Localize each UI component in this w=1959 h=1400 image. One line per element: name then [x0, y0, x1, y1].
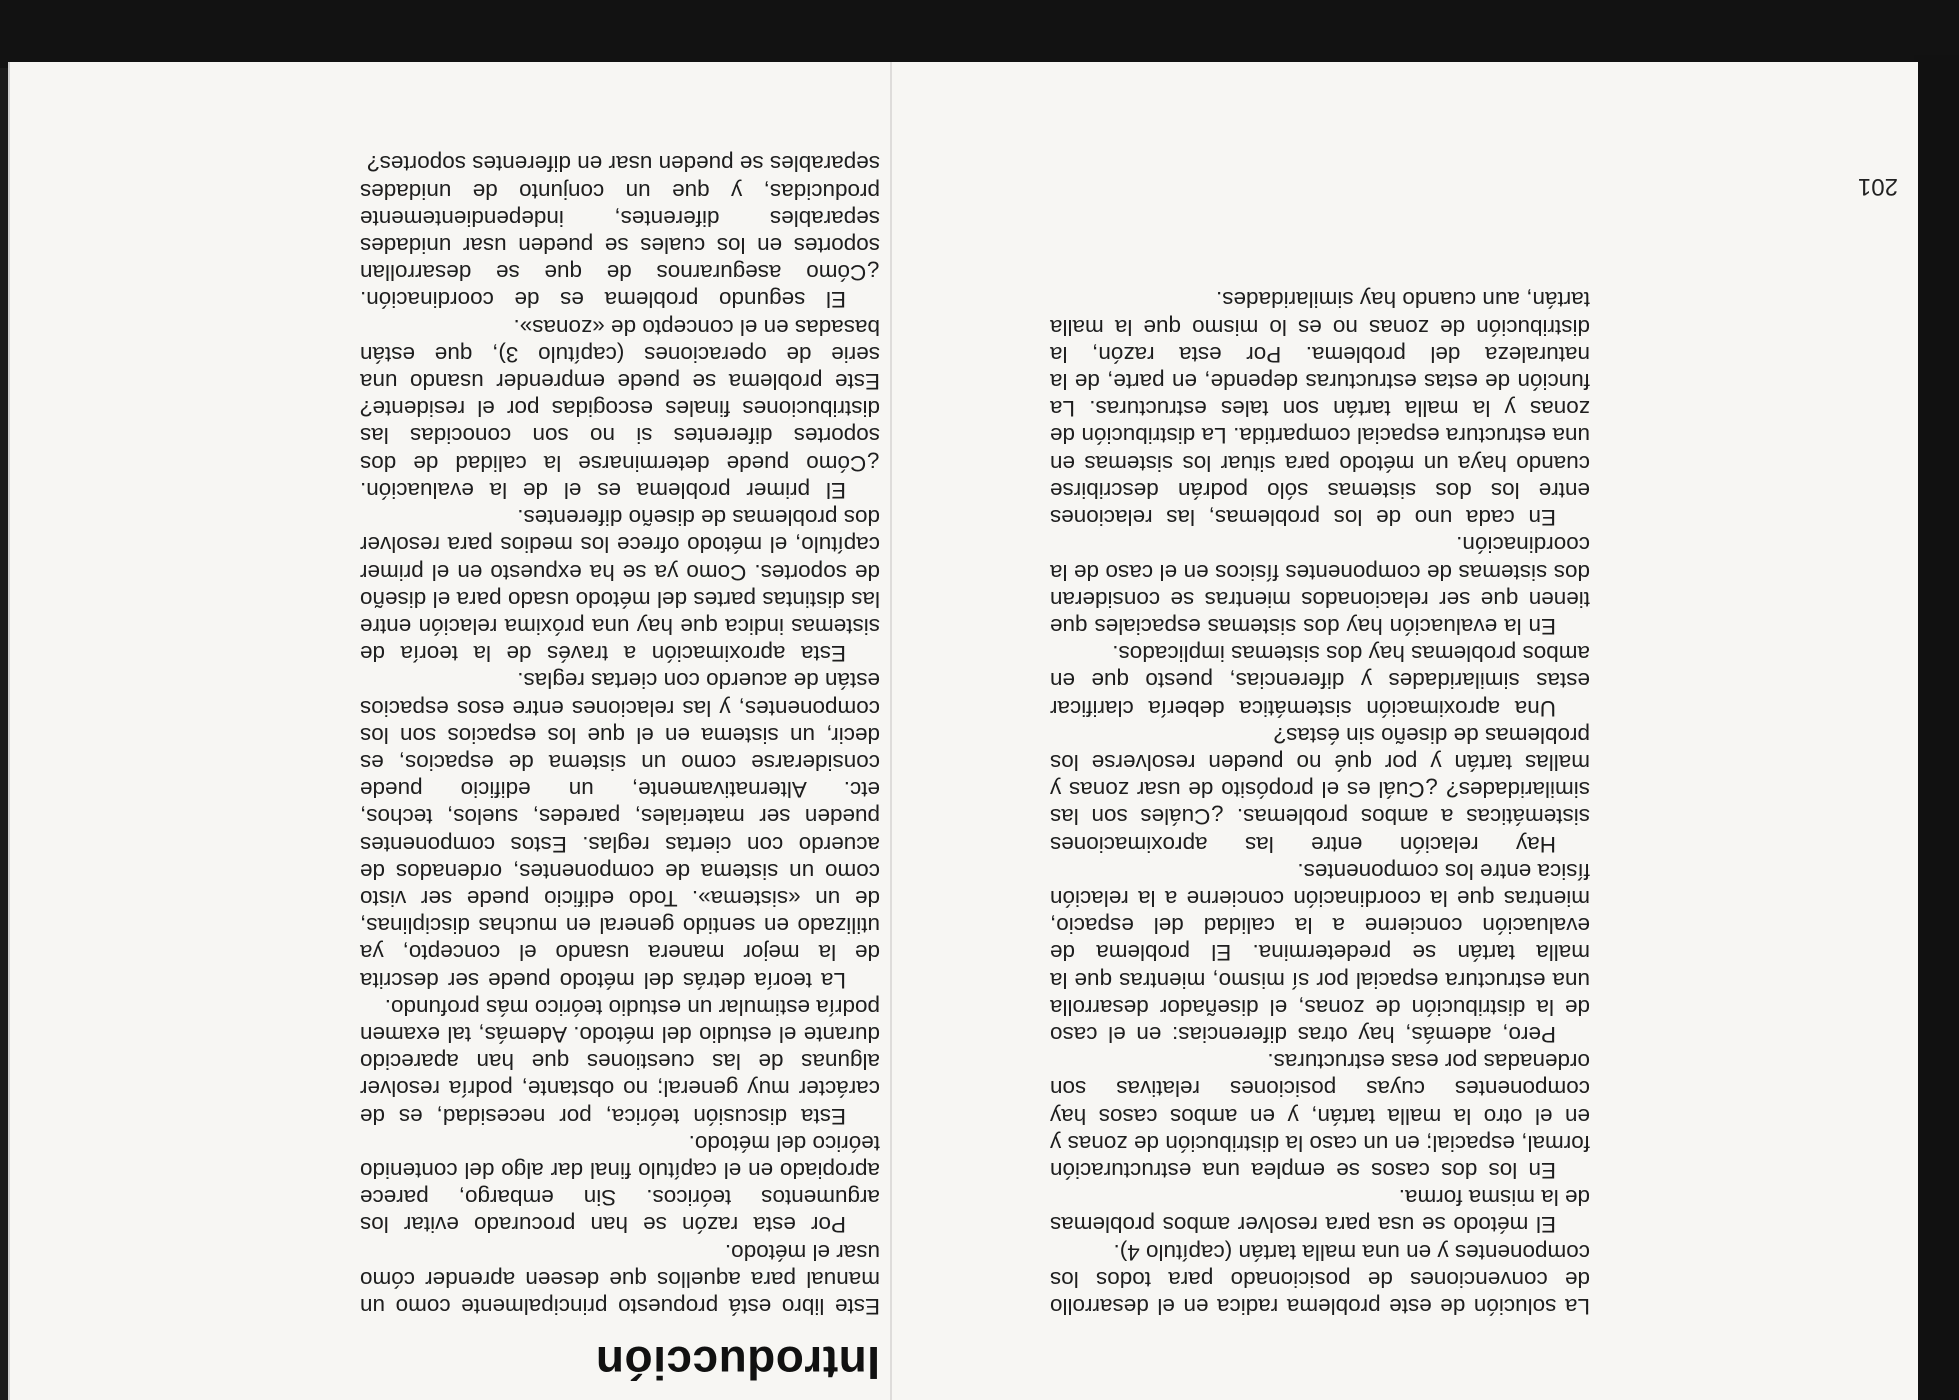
- left-page: [892, 62, 1918, 1400]
- paragraph: Por esta razón se han procurado evitar los argumentos teóricos. Sin embargo, parece apropiado en el capítulo final dar algo del contenido teórico del método.: [360, 1130, 880, 1238]
- paragraph: Este libro está propuesto principalmente como un manual para aquellos que deseen aprender cómo usar el método.: [360, 1239, 880, 1319]
- rotated-spread: [10, 62, 1918, 1400]
- scanner-right-border: [1914, 55, 1959, 1400]
- paragraph: En la evaluación hay dos sistemas espaciales que tienen que ser relacionados mientras se consideran dos sistemas de componentes físicos en el caso de la coordinación.: [1050, 532, 1590, 639]
- paragraph: Esta discusión teórica, por necesidad, es de carácter muy general; no obstante, podría resolver algunas de las cuestiones que han aparecido durante el estudio del método. Además, tal examen podría estimular un estudio teórico más profundo.: [360, 994, 880, 1129]
- left-page-column: [1050, 286, 1590, 1320]
- paragraph: Hay relación entre las aproximaciones sistemáticas a ambos problemas. ¿Cuáles son las similaridades? ¿Cuál es el propósito de usar zonas y mallas tartán y por qué no pueden resolverse los problemas de diseño sin éstas?: [1050, 722, 1590, 857]
- paragraph: Esta aproximación a través de la teoría de sistemas indica que hay una próxima relación entre las distintas partes del método usado para el diseño de soportes. Como ya se ha expuesto en el primer capítulo, el método ofrece los medios para resolver dos problemas de diseño diferentes.: [360, 505, 880, 667]
- book-spread: [8, 62, 1918, 1400]
- paragraph: La solución de este problema radica en el desarrollo de convenciones de posicionado para todos los componentes y en una malla tartán (capítulo 4).: [1050, 1239, 1590, 1319]
- paragraph: El segundo problema es de coordinación. ¿Cómo asegurarnos de que se desarrollan soportes en los cuales se pueden usar unidades separables diferentes, independientemente producidas, y que un conjunto de unidades separables se pueden usar en diferentes soportes?: [360, 151, 880, 313]
- paragraph: El método se usa para resolver ambos problemas de la misma forma.: [1050, 1185, 1590, 1238]
- scanner-top-border: [0, 0, 1959, 68]
- paragraph: La teoría detrás del método puede ser descrita de la mejor manera usando el concepto, ya utilizado en sentido general en muchas disciplinas, de un «sistema». Todo edificio puede ser visto como un sistema de componentes, ordenados de acuerdo con ciertas reglas. Estos componentes pueden ser materiales, paredes, suelos, techos, etc. Alternativamente, un edificio puede considerarse como un sistema de espacios, es decir, un sistema en el que los espacios son los componentes, y las relaciones entre esos espacios están de acuerdo con ciertas reglas.: [360, 668, 880, 993]
- paragraph: El primer problema es el de la evaluación. ¿Cómo puede determinarse la calidad de dos soportes diferentes si no son conocidas las distribuciones finales escogidas por el residente? Este problema se puede emprender usando una serie de operaciones (capítulo 3), que están basadas en el concepto de «zonas».: [360, 314, 880, 503]
- paragraph: Pero, además, hay otras diferencias: en el caso de la distribución de zonas, el diseñador desarrolla una estructura espacial por sí mismo, mientras que la malla tartán se predetermina. El problema de evaluación concierne a la calidad del espacio, mientras que la coordinación concierne a la relación física entre los componentes.: [1050, 858, 1590, 1047]
- paragraph: En los dos casos se emplea una estructuración formal, espacial; en un caso la distribución de zonas y en el otro la malla tartán, y en ambos casos hay componentes cuyas posiciones relativas son ordenadas por esas estructuras.: [1050, 1049, 1590, 1183]
- page-number: 201: [1857, 173, 1898, 200]
- right-page-column: [360, 150, 880, 1320]
- right-page: [10, 62, 890, 1400]
- paragraph: En cada uno de los problemas, las relaciones entre los dos sistemas sólo podrán describirse cuando haya un método para situar los sistemas en una estructura espacial compartida. La distribución de zonas y la malla tartán son tales estructuras. La función de estas estructuras depende, en parte, de la naturaleza del problema. Por esta razón, la distribución de zonas no es lo mismo que la malla tartán, aun cuando hay similaridades.: [1050, 287, 1590, 531]
- paragraph: Una aproximación sistemática debería clarificar estas similaridades y diferencias, puesto que en ambos problemas hay dos sistemas implicados.: [1050, 641, 1590, 721]
- chapter-title: Introducción: [595, 1337, 880, 1389]
